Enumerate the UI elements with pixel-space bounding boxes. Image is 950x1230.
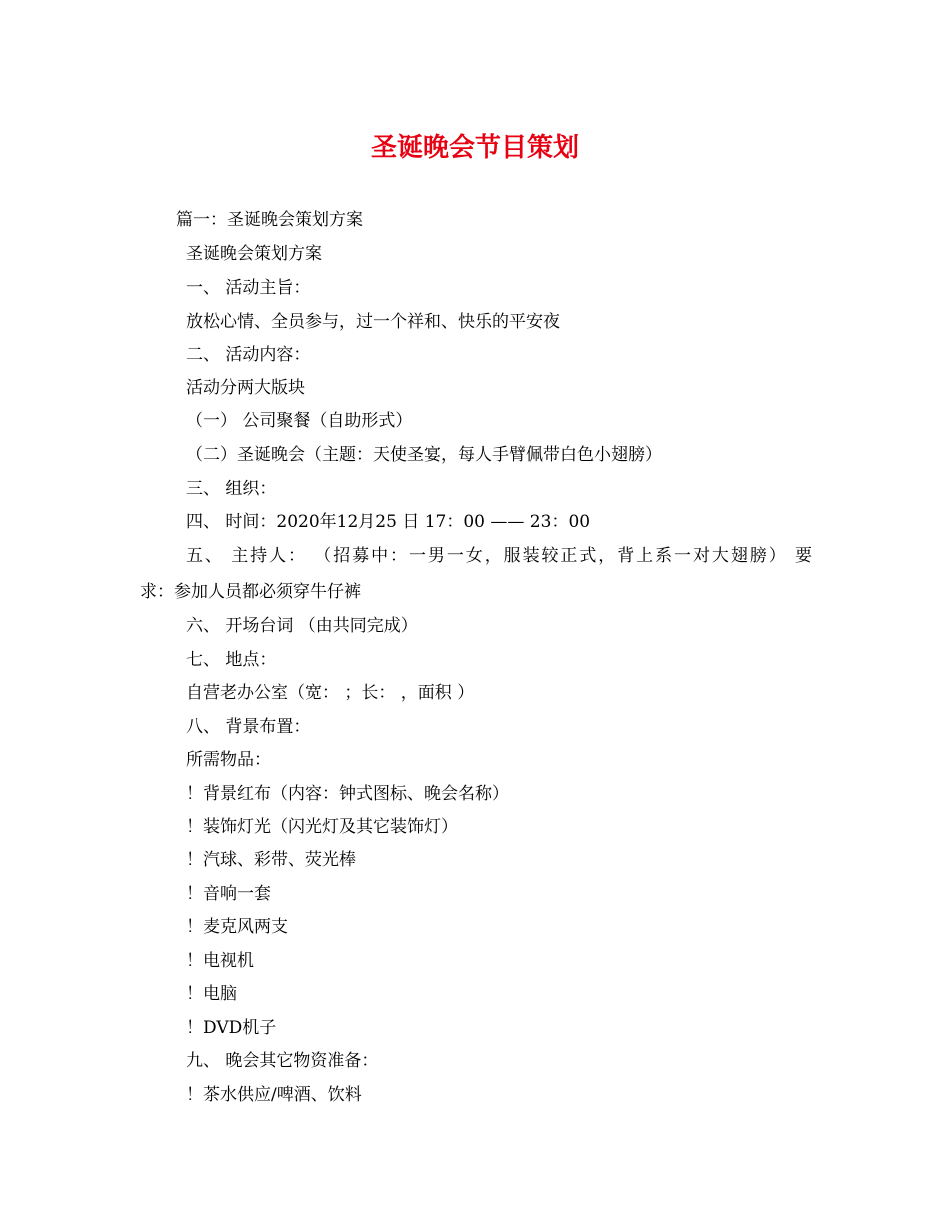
item-other-supplies-heading: 九、 晚会其它物资准备： [186, 1051, 379, 1071]
item-content-text: 活动分两大版块 [186, 378, 305, 398]
item-location-text: 自营老办公室（宽： ；长： ，面积 ） [186, 683, 475, 703]
item-opening-speech: 六、 开场台词 （由共同完成） [186, 616, 418, 636]
item-time: 四、 时间：2020年12月25 日 17：00 —— 23：00 [186, 512, 591, 532]
list-item: ！电脑 [186, 984, 237, 1004]
list-item: ！麦克风两支 [186, 917, 288, 937]
list-item: ！汽球、彩带、荧光棒 [186, 850, 356, 870]
item-organize-heading: 三、 组织： [186, 479, 277, 499]
list-item: ！音响一套 [186, 884, 271, 904]
content-sub-party: （二）圣诞晚会（主题：天使圣宴，每人手臂佩带白色小翅膀） [186, 445, 662, 465]
list-item: ！装饰灯光（闪光灯及其它装饰灯） [186, 817, 458, 837]
section-heading-part1: 篇一：圣诞晚会策划方案 [176, 210, 363, 230]
required-items-label: 所需物品： [186, 750, 271, 770]
content-sub-dinner: （一） 公司聚餐（自助形式） [186, 411, 413, 431]
item-host: 五、 主持人： （招募中：一男一女，服装较正式，背上系一对大翅膀） 要 [186, 546, 812, 566]
list-item: ！电视机 [186, 951, 254, 971]
document-title: 圣诞晚会节目策划 [370, 133, 579, 163]
item-purpose-text: 放松心情、全员参与，过一个祥和、快乐的平安夜 [186, 312, 560, 332]
plan-subtitle: 圣诞晚会策划方案 [186, 244, 322, 264]
item-purpose-heading: 一、 活动主旨： [186, 278, 311, 298]
list-item: ！DVD机子 [186, 1018, 277, 1038]
item-content-heading: 二、 活动内容： [186, 345, 311, 365]
item-location-heading: 七、 地点： [186, 650, 277, 670]
item-host-continued: 求：参加人员都必须穿牛仔裤 [140, 582, 361, 602]
item-background-heading: 八、 背景布置： [186, 717, 311, 737]
list-item: ！茶水供应/啤酒、饮料 [186, 1085, 362, 1105]
list-item: ！背景红布（内容：钟式图标、晚会名称） [186, 784, 509, 804]
